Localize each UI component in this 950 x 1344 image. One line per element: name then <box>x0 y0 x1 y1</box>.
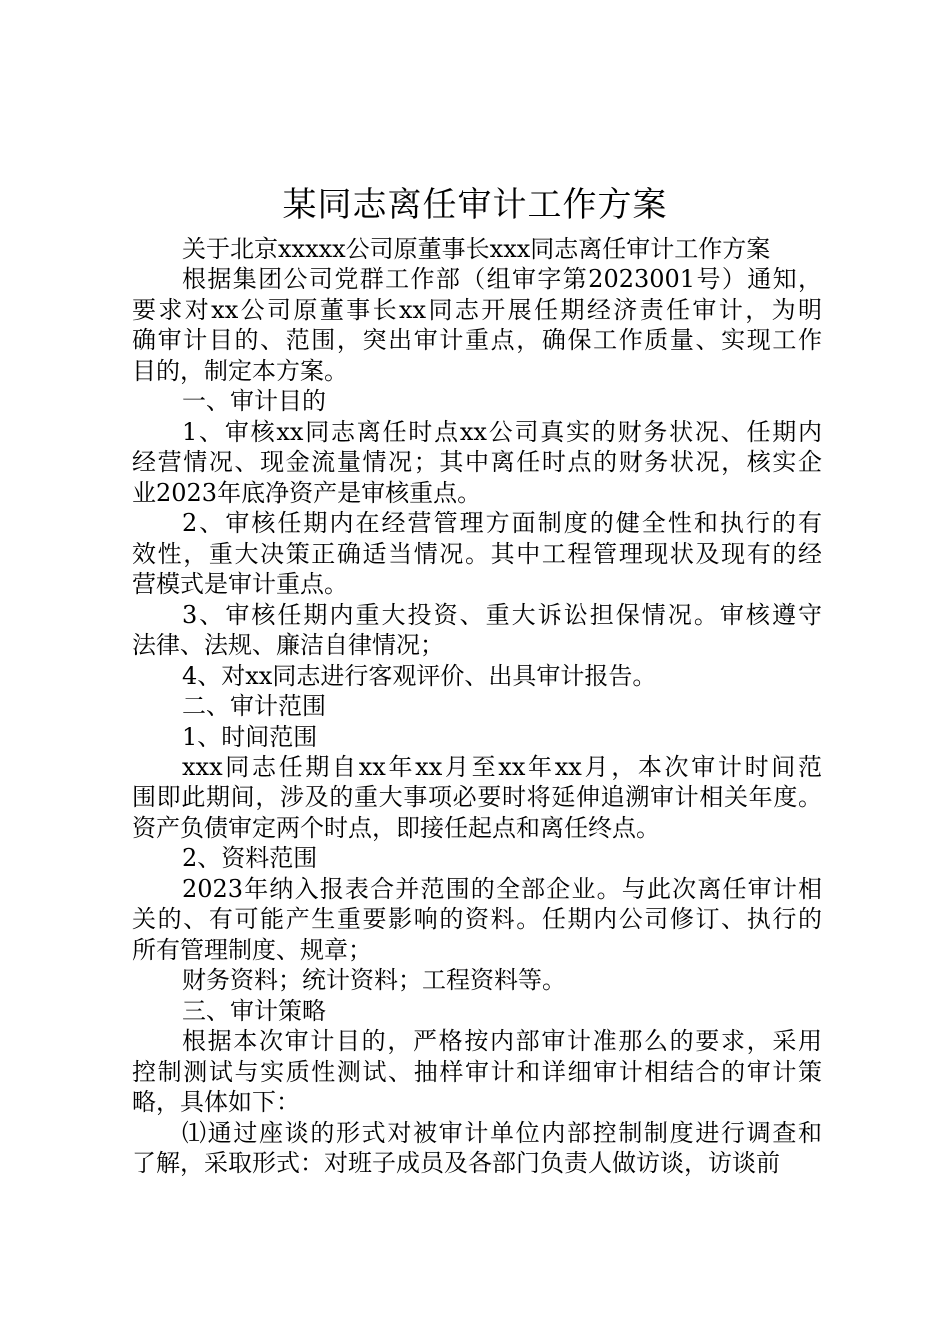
text-line: 营模式是审计重点。 <box>132 570 348 599</box>
text-line: 所有管理制度、规章； <box>132 935 372 964</box>
text-line: ⑴通过座谈的形式对被审计单位内部控制制度进行调查和 <box>182 1118 822 1147</box>
text-line: 2、审核任期内在经营管理方面制度的健全性和执行的有 <box>182 509 822 538</box>
paragraph <box>132 1026 822 1117</box>
text-line: 一、审计目的 <box>182 387 326 416</box>
paragraph <box>132 722 822 752</box>
text-line: 关的、有可能产生重要影响的资料。任期内公司修订、执行的 <box>132 905 822 934</box>
text-line: 业2023年底净资产是审核重点。 <box>132 478 482 507</box>
text-line: 1、时间范围 <box>182 722 318 751</box>
text-line: 财务资料；统计资料；工程资料等。 <box>182 966 566 995</box>
paragraph <box>132 508 822 599</box>
text-line: 二、审计范围 <box>182 692 326 721</box>
text-line: 目的，制定本方案。 <box>132 356 348 385</box>
text-line: 控制测试与实质性测试、抽样审计和详细审计相结合的审计策 <box>132 1057 822 1086</box>
paragraph <box>132 264 822 386</box>
text-line: 要求对xx公司原董事长xx同志开展任期经济责任审计，为明 <box>132 295 822 324</box>
document-body <box>132 234 822 1179</box>
text-line: 法律、法规、廉洁自律情况； <box>132 631 444 660</box>
text-line: 根据集团公司党群工作部（组审字第2023001号）通知， <box>182 265 822 294</box>
paragraph <box>132 965 822 995</box>
document-title: 某同志离任审计工作方案 <box>282 185 668 225</box>
text-line: xxx同志任期自xx年xx月至xx年xx月，本次审计时间范 <box>182 752 822 781</box>
paragraph <box>132 1118 822 1179</box>
text-line: 确审计目的、范围，突出审计重点，确保工作质量、实现工作 <box>132 326 822 355</box>
paragraph <box>132 600 822 661</box>
paragraph <box>132 417 822 508</box>
text-line: 三、审计策略 <box>182 996 326 1025</box>
text-line: 4、对xx同志进行客观评价、出具审计报告。 <box>182 661 657 690</box>
text-line: 围即此期间，涉及的重大事项必要时将延伸追溯审计相关年度。 <box>132 783 822 812</box>
paragraph <box>132 752 822 843</box>
text-line: 了解，采取形式：对班子成员及各部门负责人做访谈，访谈前 <box>132 1149 780 1178</box>
paragraph <box>132 234 822 264</box>
text-line: 2023年纳入报表合并范围的全部企业。与此次离任审计相 <box>182 874 822 903</box>
text-line: 根据本次审计目的，严格按内部审计准那么的要求，采用 <box>182 1027 822 1056</box>
text-line: 略，具体如下： <box>132 1088 300 1117</box>
paragraph <box>132 996 822 1026</box>
text-line: 2、资料范围 <box>182 844 318 873</box>
paragraph <box>132 843 822 873</box>
paragraph <box>132 386 822 416</box>
paragraph <box>132 661 822 691</box>
text-line: 3、审核任期内重大投资、重大诉讼担保情况。审核遵守 <box>182 600 822 629</box>
text-line: 关于北京xxxxx公司原董事长xxx同志离任审计工作方案 <box>182 235 771 263</box>
paragraph <box>132 691 822 721</box>
text-line: 经营情况、现金流量情况；其中离任时点的财务状况，核实企 <box>132 448 822 477</box>
text-line: 1、审核xx同志离任时点xx公司真实的财务状况、任期内 <box>182 417 822 446</box>
paragraph <box>132 874 822 965</box>
text-line: 效性，重大决策正确适当情况。其中工程管理现状及现有的经 <box>132 539 822 568</box>
text-line: 资产负债审定两个时点，即接任起点和离任终点。 <box>132 813 660 842</box>
